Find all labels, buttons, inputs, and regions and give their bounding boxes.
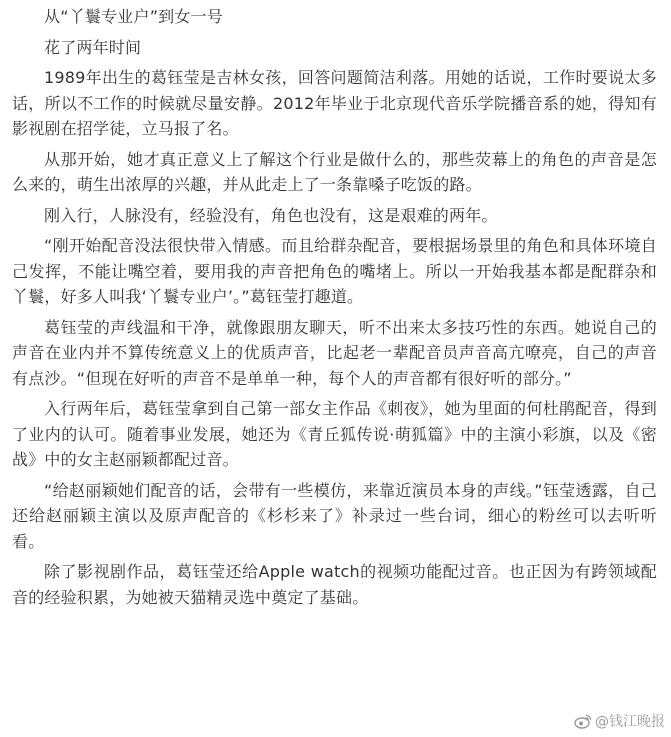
paragraph-hard-years: 刚入行，人脉没有，经验没有，角色也没有，这是艰难的两年。: [44, 205, 498, 225]
paragraph-first-lead: 入行两年后，葛钰莹拿到自己第一部女主作品《刺夜》，她为里面的何杜鹃配音，得到了业内的认可。随着事业发展，她还为《青丘狐传说·萌狐篇》中的主演小彩旗，以及《密战》中的女主赵丽颖都配过音。: [12, 399, 657, 469]
source-watermark: [574, 711, 665, 731]
paragraph-quote-dubbing: “刚开始配音没法很快带入情感。而且给群杂配音，要根据场景里的角色和具体环境自己发挥，不能让嘴空着，要用我的声音把角色的嘴堵上。所以一开始我基本都是配群杂和丫鬟，好多人叫我‘丫鬟专业户’。”葛钰莹打趣道。: [12, 236, 657, 306]
watermark-text: @钱江晚报: [595, 714, 665, 730]
paragraph-apple-watch: 除了影视剧作品，葛钰莹还给Apple watch的视频功能配过音。也正因为有跨领域配音的经验积累，为她被天猫精灵选中奠定了基础。: [12, 562, 657, 607]
subtitle-line-1: 从“丫鬟专业户”到女一号: [44, 7, 223, 26]
paragraph-intro: 1989年出生的葛钰莹是吉林女孩，回答问题简洁利落。用她的话说，工作时要说太多话，所以不工作的时候就尽量安静。2012年毕业于北京现代音乐学院播音系的她，得知有影视剧在招学徒，立马报了名。: [12, 68, 657, 138]
weibo-icon: [574, 713, 592, 729]
paragraph-voice-quality: 葛钰莹的声线温和干净，就像跟朋友聊天，听不出来太多技巧性的东西。她说自己的声音在业内并不算传统意义上的优质声音，比起老一辈配音员声音高亢嘹亮，自己的声音有点沙。“但现在好听的声音不是单单一种，每个人的声音都有很好听的部分。”: [12, 317, 657, 388]
subtitle-line-2: 花了两年时间: [44, 37, 142, 57]
paragraph-imitation: “给赵丽颖她们配音的话，会带有一些模仿，来靠近演员本身的声线。”钰莹透露，自己还给赵丽颖主演以及原声配音的《杉杉来了》补录过一些台词，细心的粉丝可以去听听看。: [12, 480, 657, 551]
paragraph-career-start: 从那开始，她才真正意义上了解这个行业是做什么的，那些荧幕上的角色的声音是怎么来的，萌生出浓厚的兴趣，并从此走上了一条靠嗓子吃饭的路。: [12, 149, 657, 194]
